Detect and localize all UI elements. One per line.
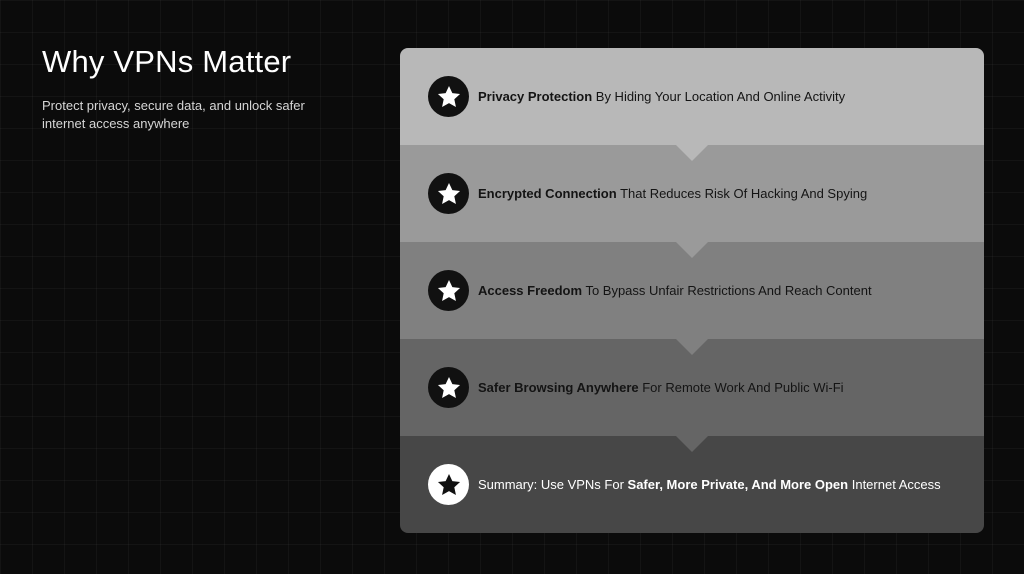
step-description: To Bypass Unfair Restrictions And Reach Content <box>582 283 872 298</box>
summary-prefix: Summary: Use VPNs For <box>478 477 628 492</box>
step-highlight: Safer Browsing Anywhere <box>478 380 639 395</box>
page-subtitle: Protect privacy, secure data, and unlock safer internet access anywhere <box>42 98 305 131</box>
benefits-panel <box>400 48 984 533</box>
step-highlight: Encrypted Connection <box>478 186 617 201</box>
step-privacy-protection <box>400 48 984 145</box>
step-highlight: Access Freedom <box>478 283 583 298</box>
down-arrow-connector <box>676 242 708 258</box>
step-description: That Reduces Risk Of Hacking And Spying <box>616 186 868 201</box>
step-text <box>478 380 844 395</box>
star-icon <box>428 76 469 117</box>
summary-highlight: Safer, More Private, And More Open <box>627 477 849 492</box>
star-icon <box>428 367 469 408</box>
step-description: By Hiding Your Location And Online Activity <box>592 89 846 104</box>
step-text <box>478 89 845 104</box>
down-arrow-connector <box>676 339 708 355</box>
star-icon <box>428 173 469 214</box>
down-arrow-connector <box>676 436 708 452</box>
page-title: Why VPNs Matter <box>42 44 292 79</box>
star-icon <box>428 464 469 505</box>
step-description: For Remote Work And Public Wi-Fi <box>638 380 844 395</box>
summary-text <box>478 477 941 492</box>
step-highlight: Privacy Protection <box>478 89 593 104</box>
summary-suffix: Internet Access <box>848 477 941 492</box>
step-text <box>478 283 872 298</box>
star-icon <box>428 270 469 311</box>
down-arrow-connector <box>676 145 708 161</box>
step-text <box>478 186 867 201</box>
